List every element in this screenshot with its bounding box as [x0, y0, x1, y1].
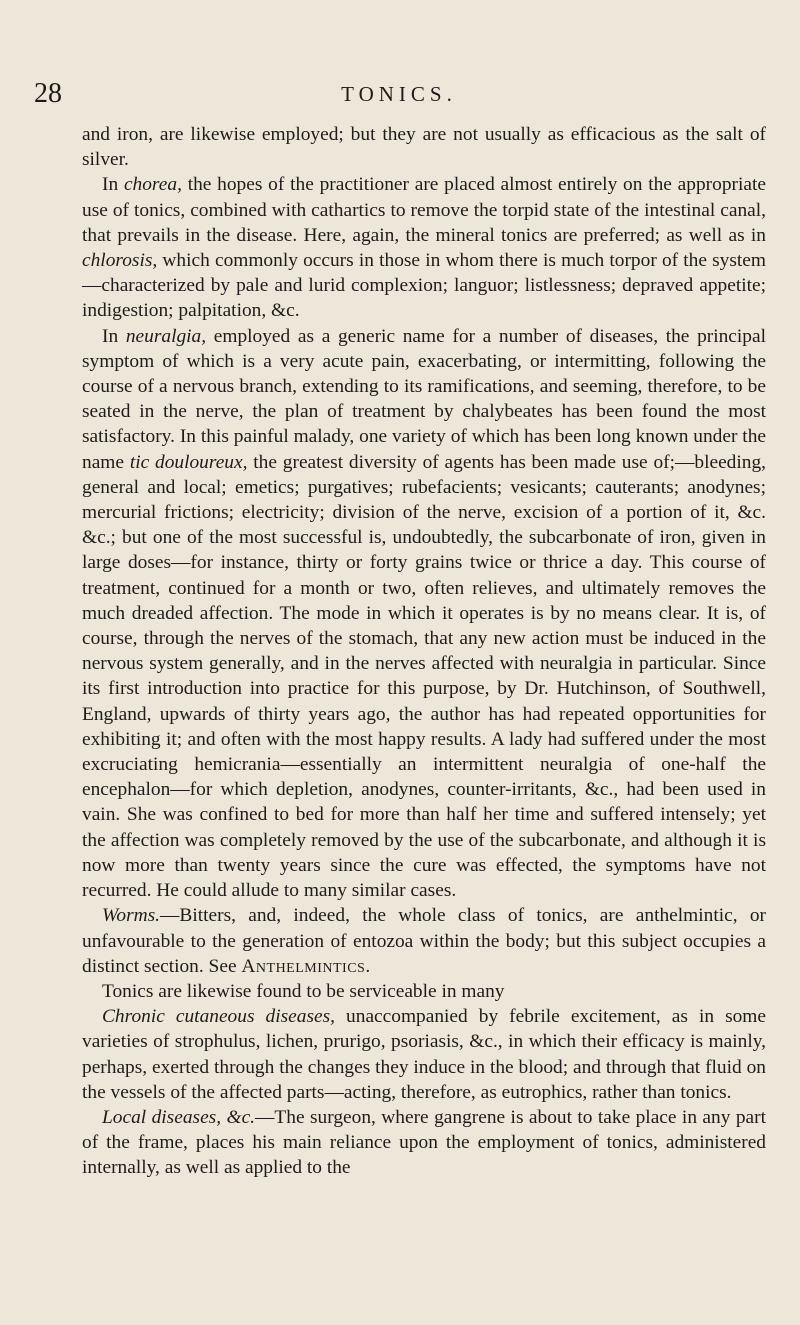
paragraph-neuralgia: In neuralgia, employed as a generic name for a number of diseases, the principal symptom of which is a very acute pain, exacerbating, or intermitting, following the course of a nervous branch, extending to its ramifications, and seeming, therefore, to be seated in the nerve, the plan of treatment by chalybeates has been found the most satisfactory. In this painful malady, one variety of which has been long known under the name tic douloureux, the greatest diversity of agents has been made use of;—bleeding, general and local; emetics; purgatives; rubefacients; vesicants; cauterants; anodynes; mercurial frictions; electricity; division of the nerve, excision of a portion of it, &c. &c.; but one of the most successful is, undoubtedly, the subcarbonate of iron, given in large doses—for instance, thirty or forty grains twice or thrice a day. This course of treatment, continued for a month or two, often relieves, and ultimately removes the much dreaded affection. The mode in which it operates is by no means clear. It is, of course, through the nerves of the stomach, that any new action must be induced in the nervous system generally, and in the nerves affected with neuralgia in particular. Since its first introduction into practice for this purpose, by Dr. Hutchinson, of Southwell, England, upwards of thirty years ago, the author has had repeated opportunities for exhibiting it; and often with the most happy results. A lady had suffered under the most excruciating hemicrania—essentially an intermittent neuralgia of one-half the encephalon—for which depletion, anodynes, counter-irritants, &c., had been used in vain. She was confined to bed for more than half her time and suffered intensely; yet the affection was completely removed by the use of the subcarbonate, and although it is now more than twenty years since the cure was effected, the symptoms have not recurred. He could allude to many similar cases. — [82, 325, 766, 902]
cross-reference-anthelmintics: Anthelmintics. — [241, 955, 371, 977]
term-chronic-cutaneous: Chronic cutaneous diseases, — [102, 1006, 336, 1028]
paragraph-tonics-serviceable: Tonics are likewise found to be serviceable in many — [102, 980, 505, 1002]
running-head: TONICS. — [341, 82, 457, 106]
term-chorea: chorea, — [123, 174, 182, 196]
paragraph-cutaneous: Chronic cutaneous diseases, unaccompanied by febrile excitement, as in some varieties of strophulus, lichen, prurigo, psoriasis, &c., in which their efficacy is mainly, perhaps, exerted through the changes they induce in the blood; and through that fluid on the vessels of the affected parts—acting, therefore, as eutrophics, rather than tonics. — [82, 1006, 766, 1103]
body-text — [82, 122, 766, 1181]
paragraph-local-diseases: Local diseases, &c.—The surgeon, where gangrene is about to take place in any part of the frame, places his main reliance upon the employment of tonics, administered internally, as well as applied to the — [82, 1106, 766, 1179]
paragraph-iron-continued: and iron, are likewise employed; but they are not usually as efficacious as the salt of silver. — [82, 124, 766, 171]
term-neuralgia: neuralgia, — [125, 325, 207, 347]
paragraph-worms: Worms.—Bitters, and, indeed, the whole class of tonics, are anthelmintic, or unfavourable to the generation of entozoa within the body; but this subject occupies a distinct section. See Anthelmintics. — [82, 905, 766, 977]
page-header — [34, 78, 764, 110]
term-tic-douloureux: tic douloureux, — [129, 451, 248, 473]
page-number: 28 — [34, 78, 62, 109]
term-chlorosis: chlorosis, — [82, 250, 158, 272]
term-worms: Worms. — [102, 905, 161, 927]
term-local-diseases: Local diseases, &c. — [102, 1106, 256, 1128]
paragraph-chorea: In chorea, the hopes of the practitioner are placed almost entirely on the appropriate use of tonics, combined with cathartics to remove the torpid state of the intestinal canal, that prevails in the disease. Here, again, the mineral tonics are preferred; as well as in chlorosis, which commonly occurs in those in whom there is much torpor of the system—characterized by pale and lurid complexion; languor; listlessness; depraved appetite; indigestion; palpitation, &c. — [82, 174, 766, 322]
